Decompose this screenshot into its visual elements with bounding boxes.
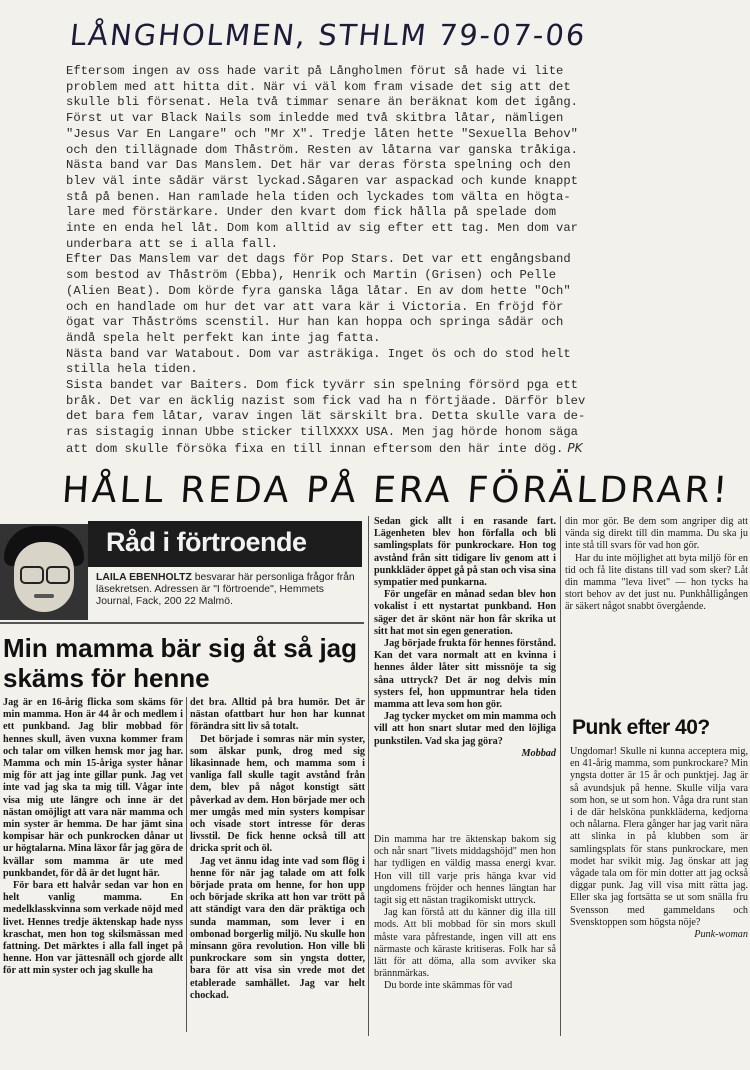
paragraph: Har du inte möjlighet att byta miljö för en tid och få lite distans till vad som sker? Låt din mamma "leva livet" — hon tycks ha stort behov av det just nu. Punkhålligången är säkert något snabbt övergående. <box>565 552 748 613</box>
handwritten-title: LÅNGHOLMEN, STHLM 79-07-06 <box>68 18 589 52</box>
paragraph: Din mamma har tre äktenskap bakom sig och når snart "livets middagshöjd" men hon har tydligen en väldig massa energi kvar. Hon vill till varje pris hänga kvar vid ungdomens fröjder och hennes längtan har tagit sig ett nästan tragikomiskt uttryck. <box>374 834 556 907</box>
paragraph: Jag vet ännu idag inte vad som flög i henne för när jag talade om att folk började prata om henne, for hon upp och började skrika att hon var trött på att ständigt vara den där präktiga och sunda mamman, som lever i en ombonad borgerlig miljö. Nu skulle hon minsann göra revolution. Hon ville bli punkrockare som sin yngsta dotter, bara för att visa sin vrede mot det etablerade samhället. Jag var helt chockad. <box>190 855 365 1001</box>
article-column-1 <box>3 697 183 978</box>
typed-line: stå på benen. Han ramlade hela tiden och lyckades tom välta en högta- <box>66 189 571 204</box>
typed-line: Nästa band var Das Manslem. Det här var deras första spelning och den <box>66 158 571 173</box>
typed-report <box>66 64 671 458</box>
handwritten-slogan: HÅLL REDA PÅ ERA FÖRÄLDRAR! <box>60 470 732 511</box>
columnist-name: LAILA EBENHOLTZ <box>96 572 192 583</box>
punk-letter-body <box>570 746 748 941</box>
typed-line: lare med förstärkare. Under den kvart dom fick hålla på spelade dom <box>66 205 557 220</box>
typed-line: stilla hela tiden. <box>66 362 198 377</box>
column-description-text: besvarar här personliga frågor från läsekretsen. Adressen är "I förtroende", Hemmets Journal, Fack, 200 22 Malmö. <box>96 572 355 608</box>
typed-line: ändå spela helt perfekt kan inte jag fatta. <box>66 330 381 345</box>
typed-line: Eftersom ingen av oss hade varit på Långholmen förut så hade vi lite <box>66 64 564 78</box>
divider <box>560 516 561 1036</box>
answer-column-2 <box>565 516 748 614</box>
paragraph: För bara ett halvår sedan var hon en helt vanlig mamma. En medelklasskvinna som verkade nöjd med livet. Hennes tredje äktenskap hade nyss kraschat, men hon tog skilsmässan med fattning. Det märktes i alla fall inget på henne. Hon var jättesnäll och gjorde allt för att min syster och jag skulle ha <box>3 880 183 977</box>
typed-line: blev väl inte sådär värst lyckad.Sågaren var aspackad och kunde knappt <box>66 173 578 188</box>
typed-line: Nästa band var Watabout. Dom var asträkiga. Inget ös och do stod helt <box>66 346 571 361</box>
paragraph: Jag tycker mycket om min mamma och vill att hon snart slutar med den löjliga punkstilen. Vad ska jag göra? <box>374 711 556 747</box>
divider <box>368 516 369 1036</box>
typed-line: skulle bli försenat. Hela två timmar senare än beräknat kom det igång. <box>66 95 578 110</box>
article-headline: Min mamma bär sig åt så jag skäms för henne <box>3 633 358 693</box>
typed-line: Först ut var Black Nails som inledde med två skitbra låtar, nämligen <box>66 111 564 126</box>
typed-line: det bara fem låtar, varav ingen lät särskilt bra. Detta skulle vara de- <box>66 409 586 424</box>
column-description <box>96 572 358 609</box>
letter-signature-mobbad: Mobbad <box>521 747 556 759</box>
typed-line: som bestod av Thåström (Ebba), Henrik och Martin (Grisen) och Pelle <box>66 268 557 283</box>
typed-line: underbara att se i alla fall. <box>66 236 279 251</box>
paragraph: Jag började frukta för hennes förstånd. Kan det vara normalt att en kvinna i hennes ålder låter sitt missnöje ta sig såna uttryck? Det är nog delvis min systers fel, hon uppmuntrar hela tiden mamma att leva som hon gör. <box>374 638 556 711</box>
typed-line: (Alien Beat). Dom körde fyra ganska låga låtar. En av dom hette "Och" <box>66 283 571 298</box>
typed-line: ras sistagig innan Ubbe sticker tillXXXX USA. Men jag hörde honom säga <box>66 425 578 440</box>
answer-column-1 <box>374 834 556 993</box>
typed-line: och den tillägnade dom Thåström. Resten av låtarna var ganska tråkiga. <box>66 142 578 157</box>
typed-line: ögat var Thåströms scenstil. Hur han kan hoppa och springa sådär och <box>66 315 564 330</box>
paragraph: det bra. Alltid på bra humör. Det är nästan ofattbart hur hon har kunnat förändra sitt liv så totalt. <box>190 697 365 733</box>
letter-signature-punk-woman: Punk-woman <box>694 929 748 941</box>
typed-line: problem med att hitta dit. När vi väl kom fram visade det sig att det <box>66 79 571 94</box>
article-column-2 <box>190 697 365 1002</box>
typed-signature: PK <box>567 440 583 455</box>
paragraph: Jag är en 16-årig flicka som skäms för min mamma. Hon är 44 år och medlem i ett punkband. Jag blir mobbad för hennes skull, även vuxna kommer fram och talar om vilken hemsk mor jag har. Mamma och min 15-åriga syster hånar mig för att jag inte gillar punk. Jag vet inte vad jag ska ta mig till. Vågar inte visa mig ute längre och inne är det nästan omöjligt att vara när mamma och min syster är hemma. De har jämt sina kompisar här och punkrocken dånar ut ur högtalarna. Mina läxor får jag göra de kvällar som mamma är ute med punkbandet, för då är det lugnt här. <box>3 697 183 879</box>
paragraph: Det började i somras när min syster, som älskar punk, drog med sig likasinnade hem, och mamma som i vanliga fall skulle tagit avstånd från dem, blev på något konstigt sätt påverkad av dem. Hon började mer och mer umgås med min systers kompisar och visade stort intresse för deras livsstil. De fick henne också till att dricka sprit och öl. <box>190 733 365 855</box>
typed-line: inte en enda hel låt. Dom kom alltid av sig efter ett tag. Men dom var <box>66 221 578 236</box>
punk-letter-title: Punk efter 40? <box>572 716 710 739</box>
typed-line: "Jesus Var En Langare" och "Mr X". Tredje låten hette "Sexuella Behov" <box>66 126 578 141</box>
paragraph: din mor gör. Be dem som angriper dig att vända sig direkt till din mamma. Du ska ju inte stå till svars för vad hon gör. <box>565 516 748 552</box>
column-banner-title: Råd i förtroende <box>106 527 307 557</box>
paragraph: Du borde inte skämmas för vad <box>384 980 513 992</box>
typed-line: Sista bandet var Baiters. Dom fick tyvärr sin spelning försörd pga ett <box>66 378 578 393</box>
divider <box>186 697 187 1032</box>
paragraph: För ungefär en månad sedan blev hon vokalist i ett nystartat punkband. Hon säger det är skönt när hon får skrika ut sitt hat mot sin egen generation. <box>374 589 556 637</box>
typed-line: och en handlade om hur det var att vara kär i Victoria. En fröjd för <box>66 299 564 314</box>
typed-line: bråk. Det var en äcklig nazist som fick vad ha n förtjäade. Därför blev <box>66 393 586 408</box>
paragraph: Ungdomar! Skulle ni kunna acceptera mig, en 41-årig mamma, som punkrockare? Min yngsta dotter är 15 år och punktjej. Jag är så avundsjuk på henne. Skulle vilja vara som hon, se ut som hon. Våga dra runt stan i de där helsköna punkkläderna, kedjorna och nålarna. Flera gånger har jag varit nära att slinka in på klubben som är samlingsplats för stans punkrockare, men modet har svikit mig. Jag önskar att jag vågade tala om för min dotter att jag också diggar punk. Jag vill visa mitt rätta jag. Eller ska jag fortsätta se ut som snälla fru Svensson med gammeldans och Svensktoppen som högsta nöje? <box>570 746 748 928</box>
paragraph: Jag kan förstå att du känner dig illa till mods. Att bli mobbad för sin mors skull måste vara påfrestande, ingen vill att ens närmaste och käraste kritiseras. Folk har så lätt för att döma, alla som avviker ska brännmärkas. <box>374 907 556 980</box>
column-banner <box>88 521 362 567</box>
divider <box>0 622 364 624</box>
paragraph: Sedan gick allt i en rasande fart. Lägenheten blev hon förfalla och bli samlingsplats för punkrockare. Hon tog avstånd från sitt tidigare liv genom att i punkkläder öppet gå på stan och visa sina sympatier med punkarna. <box>374 516 556 589</box>
columnist-photo <box>0 524 88 620</box>
typed-line: Efter Das Manslem var det dags för Pop Stars. Det var ett engångsband <box>66 252 571 267</box>
article-column-3 <box>374 516 556 760</box>
typed-line: att dom skulle försöka fixa en till innan eftersom den här inte dög. PK <box>66 440 583 456</box>
